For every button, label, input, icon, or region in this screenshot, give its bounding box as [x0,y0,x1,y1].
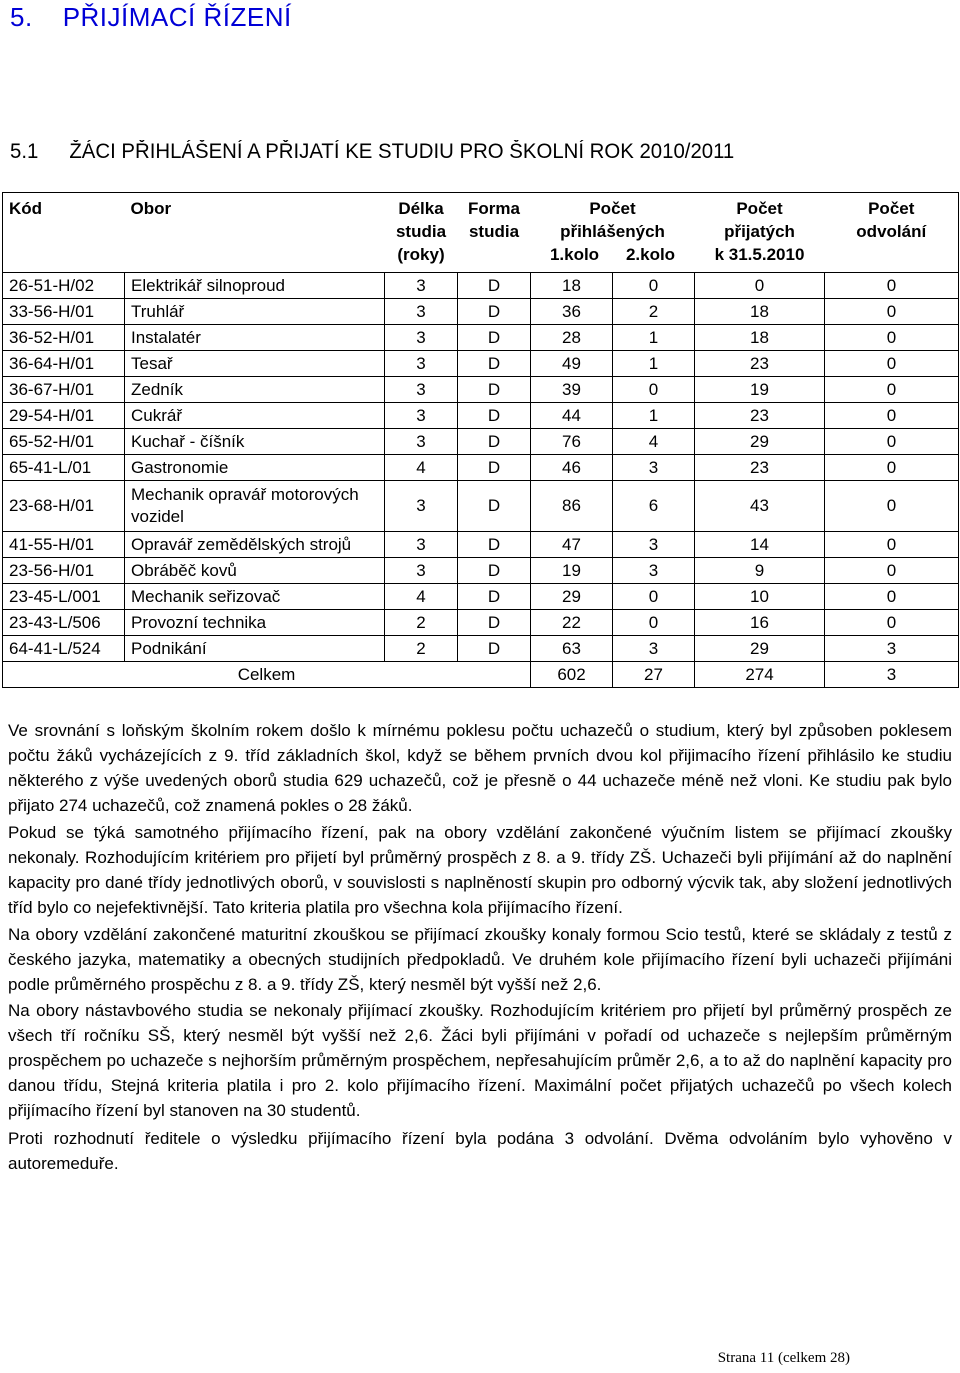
cell-form: D [458,610,531,636]
paragraph-3: Na obory vzdělání zakončené maturitní zkouškou se přijímací zkoušky konaly formou Scio testů, které se skládaly z testů z českého jazyka, matematiky a obecných studijních předpokladů. Ve druhém kole přijímacího řízení byli uchazeči přijímáni podle průměrného prospěchu z 8. a 9. třídy ZŠ, který nesměl být vyšší než 2,6. [8,925,952,994]
cell-length: 4 [385,584,458,610]
cell-name: Instalatér [125,325,385,351]
table-body [3,273,959,688]
cell-accepted: 18 [695,299,825,325]
cell-code: 36-52-H/01 [3,325,125,351]
cell-code: 65-41-L/01 [3,455,125,481]
cell-accepted: 29 [695,636,825,662]
cell-length: 3 [385,532,458,558]
header-kolo2: 2.kolo [625,245,676,264]
section-heading [10,2,292,33]
cell-length: 3 [385,325,458,351]
cell-name: Kuchař - číšník [125,429,385,455]
cell-appeals: 0 [825,299,959,325]
cell-name: Mechanik seřizovač [125,584,385,610]
cell-length: 3 [385,481,458,532]
cell-appeals: 0 [825,273,959,299]
total-label: Celkem [3,662,531,688]
cell-length: 3 [385,429,458,455]
cell-name: Provozní technika [125,610,385,636]
section-number: 5. [10,2,33,32]
cell-round2: 2 [613,299,695,325]
cell-name: Elektrikář silnoproud [125,273,385,299]
cell-name: Mechanik opravář motorových vozidel [125,481,385,532]
table-row [3,377,959,403]
subsection-heading [10,140,734,164]
cell-length: 3 [385,403,458,429]
cell-length: 3 [385,299,458,325]
cell-round1: 39 [531,377,613,403]
table-row [3,532,959,558]
table-total-row [3,662,959,688]
cell-code: 23-68-H/01 [3,481,125,532]
table-row [3,481,959,532]
cell-code: 36-64-H/01 [3,351,125,377]
table-row [3,273,959,299]
cell-accepted: 19 [695,377,825,403]
cell-code: 23-56-H/01 [3,558,125,584]
cell-accepted: 0 [695,273,825,299]
cell-name: Cukrář [125,403,385,429]
cell-code: 23-45-L/001 [3,584,125,610]
cell-form: D [458,455,531,481]
cell-form: D [458,403,531,429]
cell-appeals: 0 [825,481,959,532]
cell-name: Gastronomie [125,455,385,481]
paragraph-1: Ve srovnání s loňským školním rokem došlo k mírnému poklesu počtu uchazečů o studium, který byl způsoben poklesem počtu žáků vycházejících z 9. tříd základních škol, když se během prvních dvou kol přijimacího řízení přihlásilo ke studiu některého z výše uvedených oborů studia 629 uchazečů, což je přesně o 44 uchazeče méně než vloni. Ke studiu pak bylo přijato 274 uchazečů, což znamená pokles o 28 žáků. [8,721,952,815]
cell-appeals: 0 [825,558,959,584]
cell-accepted: 23 [695,455,825,481]
paragraph-4: Na obory nástavbového studia se nekonaly přijímací zkoušky. Rozhodujícím kritériem pro přijetí byl průměrný prospěch ze všech tří ročníku SŠ, který nesměl být vyšší než 2,6. Žáci byli přijímáni v pořadí od uchazeče s nejlepším průměrným prospěchem po uchazeče s nejhorším průměrným prospěchem, nepřesahujícím průměr 2,6, a to až do naplnění kapacity pro danou třídu, Stejná kriteria platila i pro 2. kolo přijímacího řízení. Maximální počet přijatých uchazečů po všech kolech přijímacího řízení byl stanoven na 30 studentů. [8,1001,952,1120]
cell-round2: 3 [613,455,695,481]
cell-name: Truhlář [125,299,385,325]
cell-round2: 3 [613,636,695,662]
cell-round2: 6 [613,481,695,532]
cell-length: 4 [385,455,458,481]
cell-appeals: 0 [825,610,959,636]
cell-round1: 19 [531,558,613,584]
cell-form: D [458,636,531,662]
cell-code: 41-55-H/01 [3,532,125,558]
cell-form: D [458,325,531,351]
cell-length: 3 [385,351,458,377]
cell-round2: 0 [613,273,695,299]
cell-form: D [458,481,531,532]
table-row [3,455,959,481]
cell-appeals: 0 [825,377,959,403]
total-round1: 602 [531,662,613,688]
cell-code: 23-43-L/506 [3,610,125,636]
cell-form: D [458,377,531,403]
cell-round2: 3 [613,558,695,584]
cell-accepted: 14 [695,532,825,558]
header-forma: Forma studia [458,193,531,273]
table-row [3,636,959,662]
page-footer: Strana 11 (celkem 28) [717,1350,850,1366]
header-delka: Délka studia (roky) [385,193,458,273]
cell-round1: 29 [531,584,613,610]
cell-appeals: 0 [825,455,959,481]
cell-name: Opravář zemědělských strojů [125,532,385,558]
cell-length: 3 [385,273,458,299]
cell-round2: 0 [613,377,695,403]
cell-appeals: 3 [825,636,959,662]
cell-round1: 76 [531,429,613,455]
header-obor: Obor [125,193,385,273]
cell-accepted: 9 [695,558,825,584]
cell-code: 33-56-H/01 [3,299,125,325]
cell-appeals: 0 [825,403,959,429]
table-row [3,299,959,325]
cell-form: D [458,273,531,299]
cell-form: D [458,558,531,584]
table-header [3,193,959,273]
header-odvolani: Počet odvolání [825,193,959,273]
cell-round1: 49 [531,351,613,377]
cell-accepted: 16 [695,610,825,636]
header-kod: Kód [3,193,125,273]
cell-round1: 36 [531,299,613,325]
table-row [3,584,959,610]
cell-round1: 47 [531,532,613,558]
cell-round1: 86 [531,481,613,532]
cell-code: 36-67-H/01 [3,377,125,403]
table-row [3,429,959,455]
cell-round2: 1 [613,403,695,429]
cell-form: D [458,532,531,558]
cell-appeals: 0 [825,429,959,455]
cell-length: 3 [385,558,458,584]
cell-accepted: 43 [695,481,825,532]
cell-appeals: 0 [825,351,959,377]
table-row [3,403,959,429]
cell-appeals: 0 [825,532,959,558]
paragraph-5: Proti rozhodnutí ředitele o výsledku přijímacího řízení byla podána 3 odvolání. Dvěma odvoláním bylo vyhověno v autoremeduře. [8,1129,952,1173]
cell-form: D [458,351,531,377]
cell-form: D [458,584,531,610]
cell-round1: 28 [531,325,613,351]
cell-appeals: 0 [825,325,959,351]
subsection-title: ŽÁCI PŘIHLÁŠENÍ A PŘIJATÍ KE STUDIU PRO ŠKOLNÍ ROK 2010/2011 [69,140,735,163]
cell-code: 65-52-H/01 [3,429,125,455]
cell-code: 64-41-L/524 [3,636,125,662]
paragraph-2: Pokud se týká samotného přijímacího řízení, pak na obory vzdělání zakončené výučním listem se přijímací zkoušky nekonaly. Rozhodujícím kritériem pro přijetí byl průměrný prospěch z 8. a 9. třídy ZŠ. Uchazeči byli přijímání až do naplnění kapacity pro dané třídy jednotlivých oborů, v souvislosti s naplněností skupin pro odborný výcvik tak, aby složení jednotlivých tříd bylo co nejefektivnější. Tato kriteria platila pro všechna kola přijímacího řízení. [8,823,952,917]
table-row [3,610,959,636]
section-title: PŘIJÍMACÍ ŘÍZENÍ [62,2,292,32]
cell-code: 26-51-H/02 [3,273,125,299]
cell-round2: 3 [613,532,695,558]
table-row [3,325,959,351]
header-prihlasenych: Počet přihlášených 1.kolo 2.kolo [531,193,695,273]
cell-form: D [458,299,531,325]
cell-accepted: 23 [695,351,825,377]
cell-accepted: 29 [695,429,825,455]
cell-round1: 63 [531,636,613,662]
cell-name: Zedník [125,377,385,403]
table-row [3,351,959,377]
cell-round1: 22 [531,610,613,636]
cell-accepted: 18 [695,325,825,351]
header-prijatych: Počet přijatých k 31.5.2010 [695,193,825,273]
cell-round1: 18 [531,273,613,299]
cell-length: 2 [385,636,458,662]
total-accepted: 274 [695,662,825,688]
cell-appeals: 0 [825,584,959,610]
cell-round2: 4 [613,429,695,455]
admissions-table [2,192,959,688]
cell-accepted: 23 [695,403,825,429]
cell-round1: 46 [531,455,613,481]
total-round2: 27 [613,662,695,688]
cell-length: 3 [385,377,458,403]
cell-name: Podnikání [125,636,385,662]
table-row [3,558,959,584]
cell-round2: 0 [613,610,695,636]
header-kolo1: 1.kolo [549,245,600,264]
cell-length: 2 [385,610,458,636]
cell-round2: 0 [613,584,695,610]
cell-round2: 1 [613,351,695,377]
cell-form: D [458,429,531,455]
cell-accepted: 10 [695,584,825,610]
total-appeals: 3 [825,662,959,688]
cell-name: Tesař [125,351,385,377]
cell-round2: 1 [613,325,695,351]
subsection-number: 5.1 [10,140,39,163]
cell-round1: 44 [531,403,613,429]
cell-code: 29-54-H/01 [3,403,125,429]
cell-name: Obráběč kovů [125,558,385,584]
